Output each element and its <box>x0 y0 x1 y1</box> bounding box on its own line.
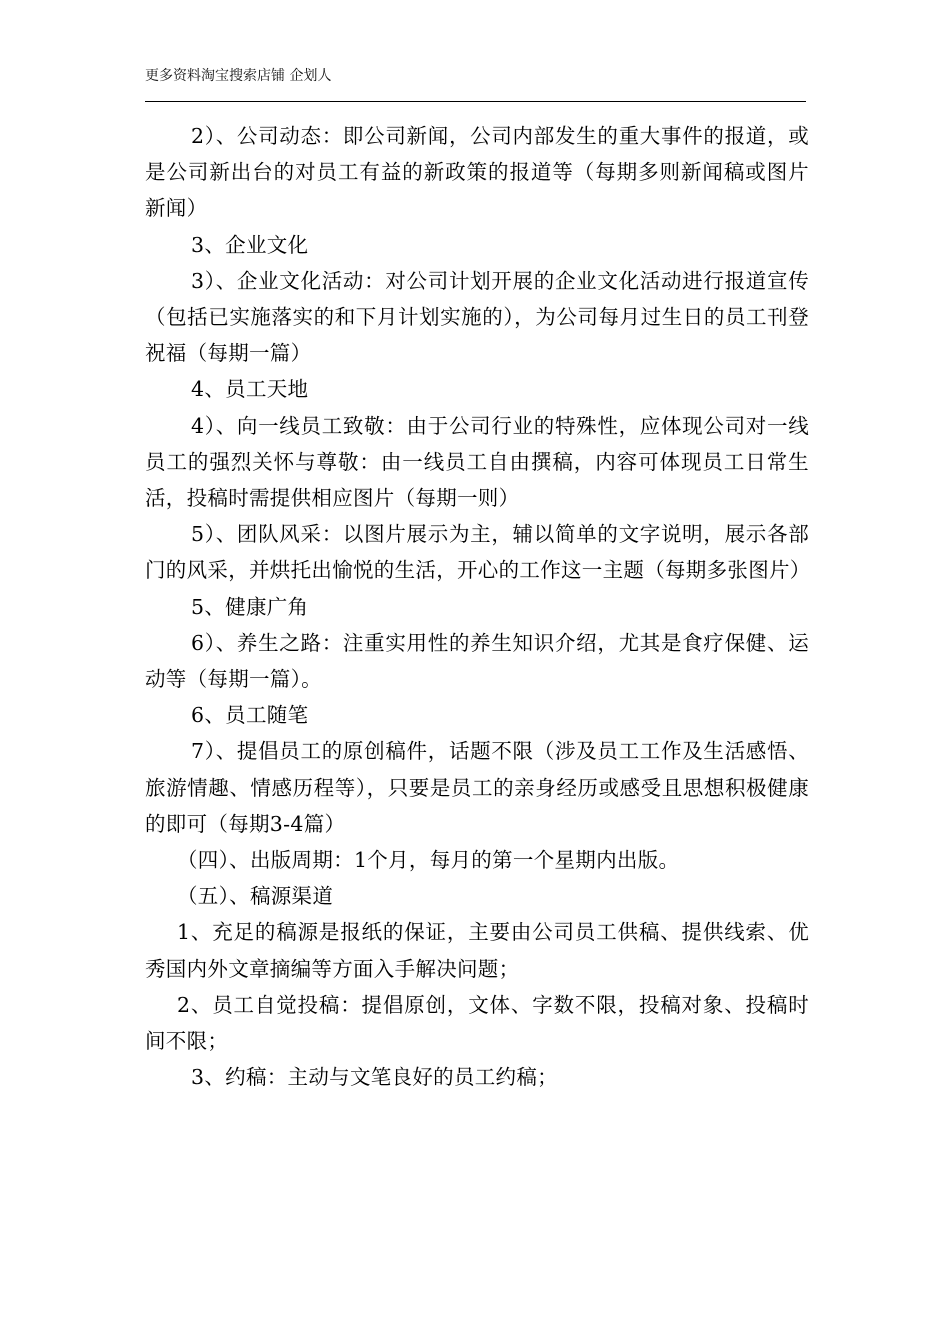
section-heading-health: 5、健康广角 <box>191 594 309 619</box>
paragraph-voluntary-submission: 2、员工自觉投稿：提倡原创，文体、字数不限，投稿对象、投稿时间不限； <box>145 992 809 1054</box>
section-heading-employee-world: 4、员工天地 <box>191 377 309 402</box>
paragraph-culture-activities: 3）、企业文化活动：对公司计划开展的企业文化活动进行报道宣传（包括已实施落实的和下月计划实施的），为公司每月过生日的员工刊登祝福（每期一篇） <box>145 268 809 366</box>
paragraph-publication-cycle: （四）、出版周期：1个月，每月的第一个星期内出版。 <box>177 848 680 873</box>
section-heading-corporate-culture: 3、企业文化 <box>191 232 309 257</box>
paragraph-original-essays: 7）、提倡员工的原创稿件，话题不限（涉及员工工作及生活感悟、旅游情趣、情感历程等），只要是员工的亲身经历或感受且思想积极健康的即可（每期3-4篇） <box>145 739 809 836</box>
paragraph-company-news: 2）、公司动态：即公司新闻，公司内部发生的重大事件的报道，或是公司新出台的对员工有益的新政策的报道等（每期多则新闻稿或图片新闻） <box>145 124 809 221</box>
paragraph-wellness: 6）、养生之路：注重实用性的养生知识介绍，尤其是食疗保健、运动等（每期一篇）。 <box>145 630 809 692</box>
section-heading-sources: （五）、稿源渠道 <box>177 884 334 909</box>
page-header: 更多资料淘宝搜索店铺 企划人 <box>145 68 332 84</box>
header-divider <box>145 101 806 102</box>
document-body <box>145 118 809 1095</box>
paragraph-team-style: 5）、团队风采：以图片展示为主，辅以简单的文字说明，展示各部门的风采，并烘托出愉悦的生活，开心的工作这一主题（每期多张图片） <box>145 522 811 583</box>
paragraph-source-guarantee: 1、充足的稿源是报纸的保证，主要由公司员工供稿、提供线索、优秀国内外文章摘编等方面入手解决问题； <box>145 920 809 981</box>
paragraph-solicited-articles: 3、约稿：主动与文笔良好的员工约稿； <box>191 1065 558 1090</box>
paragraph-frontline-tribute: 4）、向一线员工致敬：由于公司行业的特殊性，应体现公司对一线员工的强烈关怀与尊敬：由一线员工自由撰稿，内容可体现员工日常生活，投稿时需提供相应图片（每期一则） <box>145 413 809 511</box>
section-heading-essays: 6、员工随笔 <box>191 703 309 728</box>
